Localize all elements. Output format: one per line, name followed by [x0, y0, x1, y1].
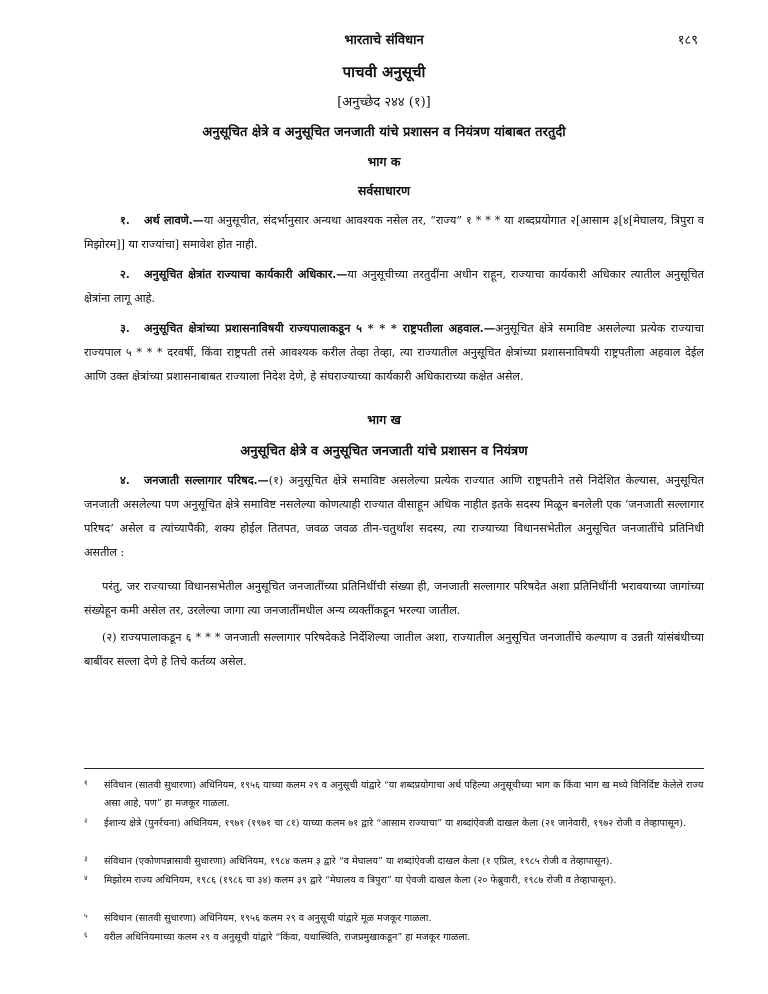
- footnote: [84, 872, 704, 890]
- running-header-title: भारताचे संविधान: [344, 33, 424, 48]
- footnote: [84, 815, 704, 833]
- page-number: १८९: [677, 33, 698, 48]
- section-number: ४.: [120, 473, 130, 487]
- schedule-title: पाचवी अनुसूची: [342, 63, 426, 81]
- footnote-text: मिझोरम राज्य अधिनियम, १९८६ (१९८६ चा ३४) कलम ३९ द्वारे “मेघालय व त्रिपुरा” या ऐवजी दाखल केला (२० फेब्रुवारी, १९८७ रोजी व तेव्हापासून).: [104, 875, 617, 886]
- section-title: अनुसूचित क्षेत्रांत राज्याचा कार्यकारी अधिकार.—: [144, 267, 348, 281]
- section-4-paragraph: [84, 468, 704, 565]
- footnote-marker: २: [84, 817, 88, 825]
- section-2-paragraph: [84, 262, 704, 311]
- clause-2-paragraph: (२) राज्यपालाकडून ६ * * * जनजाती सल्लागार परिषदेकडे निर्देशिल्या जातील अशा, राज्यातील अनुसूचित जनजातींचे कल्याण व उन्नती यांसंबंधीच्या बाबींवर सल्ला देणे हे तिचे कर्तव्य असेल.: [84, 631, 704, 668]
- part-a-subheading: सर्वसाधारण: [357, 183, 411, 198]
- footnote-text: वरील अधिनियमाच्या कलम २९ व अनुसूची यांद्वारे “किंवा, यथास्थिति, राजप्रमुखाकडून” हा मजकूर गाळला.: [104, 932, 471, 943]
- section-text: या अनुसूचीच्या तरतुदींना अधीन राहून, राज्याचा कार्यकारी अधिकार त्यातील अनुसूचित क्षेत्रांना लागू आहे.: [84, 268, 704, 305]
- proviso-paragraph: परंतु, जर राज्याच्या विधानसभेतील अनुसूचित जनजातींच्या प्रतिनिधींची संख्या ही, जनजाती सल्लागार परिषदेत अशा प्रतिनिधींनी भरावयाच्या जागांच्या संख्येहून कमी असेल तर, उरलेल्या जागा त्या जनजातींमधील अन्य व्यक्तींकडून भरल्या जातील.: [84, 580, 704, 617]
- part-b-subheading: अनुसूचित क्षेत्रे व अनुसूचित जनजाती यांचे प्रशासन व नियंत्रण: [240, 444, 528, 459]
- footnote-text: संविधान (सातवी सुधारणा) अधिनियम, १९५६ कलम २९ व अनुसूची यांद्वारे मूळ मजकूर गाळला.: [104, 913, 432, 924]
- footnote-marker: ४: [84, 874, 88, 882]
- main-heading: अनुसूचित क्षेत्रे व अनुसूचित जनजाती यांचे प्रशासन व नियंत्रण यांबाबत तरतुदी: [202, 125, 566, 140]
- footnote-marker: ५: [84, 912, 88, 920]
- footnote-text: ईशान्य क्षेत्रे (पुनर्रचना) अधिनियम, १९७१ (१९७१ चा ८१) याच्या कलम ७१ द्वारे “आसाम राज्याचा” या शब्दांऐवजी दाखल केला (२१ जानेवारी, १९७२ रोजी व तेव्हापासून).: [104, 818, 687, 829]
- footnote-text: संविधान (एकोणपन्नासावी सुधारणा) अधिनियम, १९८४ कलम ३ द्वारे “व मेघालय” या शब्दांऐवजी दाखल केला (१ एप्रिल, १९८५ रोजी व तेव्हापासून).: [104, 856, 613, 867]
- section-3-paragraph: [84, 316, 704, 389]
- section-1-paragraph: [84, 208, 704, 257]
- footnote-marker: ६: [84, 931, 88, 939]
- section-number: ३.: [120, 321, 130, 335]
- part-a-label: भाग क: [367, 154, 401, 169]
- footnote-text: संविधान (सातवी सुधारणा) अधिनियम, १९५६ याच्या कलम २९ व अनुसूची यांद्वारे “या शब्दप्रयोगाचा अर्थ पहिल्या अनुसूचीच्या भाग क किंवा भाग ख मध्ये विनिर्दिष्ट केलेले राज्य असा आहे, पण” हा मजकूर गाळला.: [104, 780, 704, 809]
- section-text: या अनुसूचीत, संदर्भानुसार अन्यथा आवश्यक नसेल तर, “राज्य” १ * * * या शब्दप्रयोगात २[आसाम ३[४[मेघालय, त्रिपुरा व मिझोरम]] या राज्यांचा] समावेश होत नाही.: [84, 214, 704, 251]
- footnote-marker: ३: [84, 855, 88, 863]
- footnote: [84, 777, 704, 813]
- section-number: २.: [120, 267, 130, 281]
- section-number: १.: [120, 213, 130, 227]
- section-title: अनुसूचित क्षेत्रांच्या प्रशासनाविषयी राज्यपालाकडून ५ * * * राष्ट्रपतीला अहवाल.—: [144, 321, 495, 335]
- footnote: [84, 910, 704, 928]
- section-title: अर्थ लावणे.—: [144, 213, 204, 227]
- footnote-divider: [84, 768, 704, 769]
- section-title: जनजाती सल्लागार परिषद.—: [144, 473, 269, 487]
- footnote: [84, 853, 704, 871]
- footnote: [84, 929, 704, 947]
- footnote-marker: १: [84, 779, 88, 787]
- part-b-label: भाग ख: [367, 412, 401, 427]
- section-text: अनुसूचित क्षेत्रे समाविष्ट असलेल्या प्रत्येक राज्याचा राज्यपाल ५ * * * दरवर्षी, किंवा राष्ट्रपती तसे आवश्यक करील तेव्हा तेव्हा, त्या राज्यातील अनुसूचित क्षेत्रांच्या प्रशासनाविषयी राष्ट्रपतीला अहवाल देईल आणि उक्त क्षेत्रांच्या प्रशासनाबाबत राज्याला निदेश देणे, हे संघराज्याच्या कार्यकारी अधिकाराच्या कक्षेत असेल.: [84, 322, 704, 383]
- section-text: (१) अनुसूचित क्षेत्रे समाविष्ट असलेल्या प्रत्येक राज्यात आणि राष्ट्रपतीने तसे निदेशित केल्यास, अनुसूचित जनजाती असलेल्या पण अनुसूचित क्षेत्रे समाविष्ट नसलेल्या कोणत्याही राज्यात वीसाहून अधिक नाहीत इतके सदस्य मिळून बनलेली एक ‘जनजाती सल्लागार परिषद’ असेल व त्यांच्यापैकी, शक्य होईल तितपत, जवळ जवळ तीन-चतुर्थांश सदस्य, त्या राज्याच्या विधानसभेतील अनुसूचित जनजातींचे प्रतिनिधी असतील :: [84, 474, 704, 559]
- article-reference: [अनुच्छेद २४४ (१)]: [337, 95, 431, 110]
